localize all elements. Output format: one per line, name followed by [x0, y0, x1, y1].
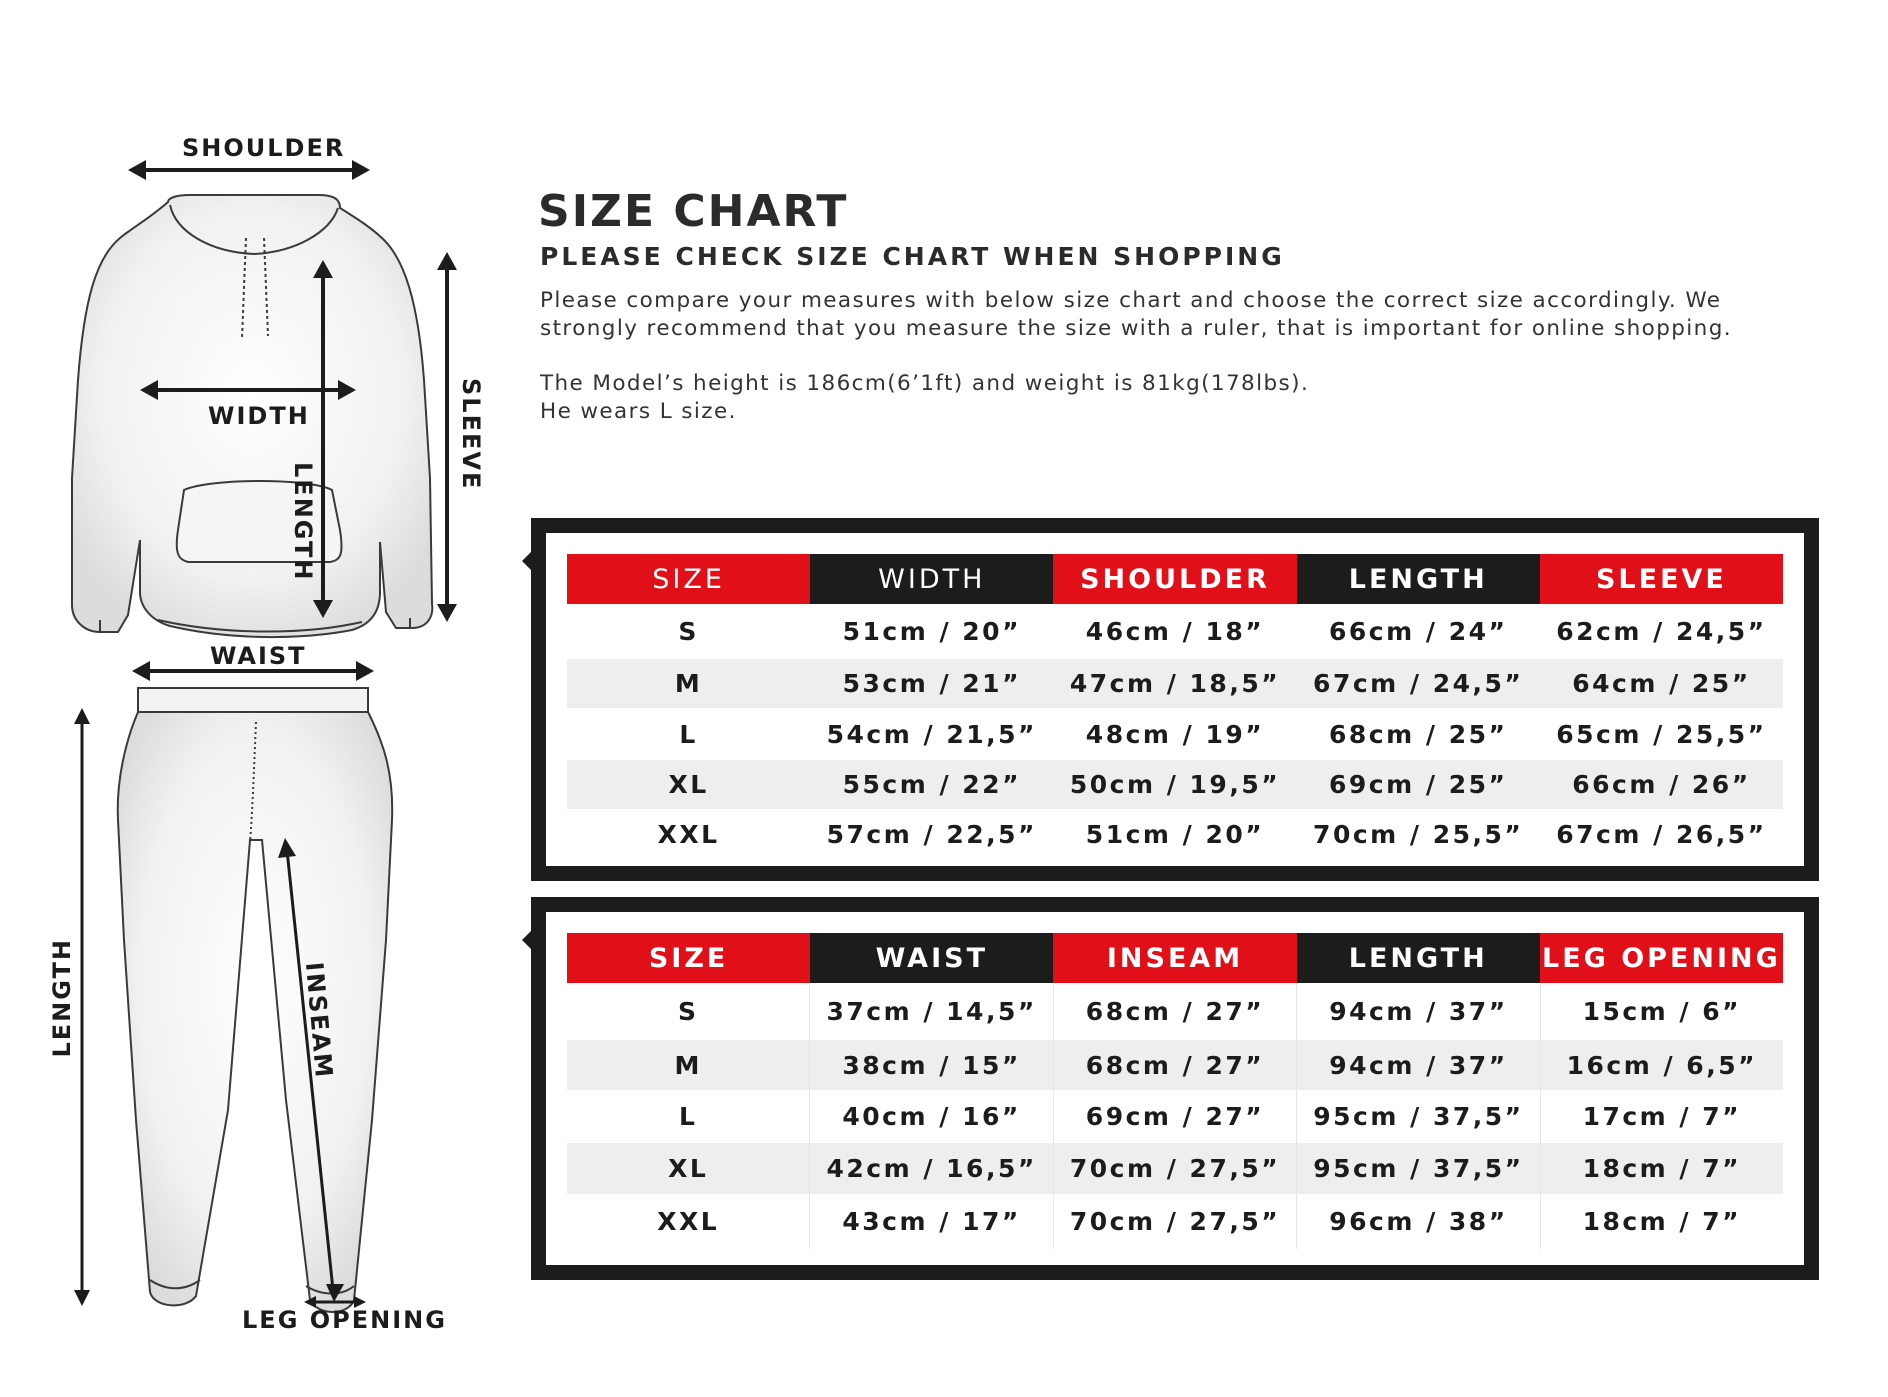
table-cell: 95cm / 37,5” [1297, 1090, 1540, 1143]
table-row [567, 1040, 1783, 1090]
description-line-2: strongly recommend that you measure the size with a ruler, that is important for online shopping. [540, 316, 1732, 341]
page-title: SIZE CHART [538, 186, 849, 237]
table-cell: 43cm / 17” [810, 1194, 1053, 1249]
table-cell: 68cm / 27” [1054, 1040, 1297, 1090]
table-cell: L [679, 719, 698, 749]
table-cell: 96cm / 38” [1297, 1194, 1540, 1249]
table-cell: 40cm / 16” [810, 1090, 1053, 1143]
garment-illustration [0, 0, 480, 1397]
table-cell: 16cm / 6,5” [1566, 1050, 1758, 1080]
table-cell: 68cm / 25” [1329, 719, 1508, 749]
table-cell: 62cm / 24,5” [1556, 617, 1767, 646]
model-info-line-1: The Model’s height is 186cm(6’1ft) and weight is 81kg(178lbs). [540, 371, 1310, 396]
table-cell: 94cm / 37” [1297, 983, 1540, 1040]
table-cell: 70cm / 25,5” [1313, 819, 1524, 849]
table-row [567, 659, 1783, 708]
table-cell: 48cm / 19” [1085, 719, 1265, 749]
table-cell: S [678, 617, 699, 646]
table-cell: 37cm / 14,5” [810, 983, 1053, 1040]
description-line-1: Please compare your measures with below size chart and choose the correct size accordingly. We [540, 288, 1722, 313]
table-cell: 18cm / 7” [1582, 1207, 1742, 1236]
table-row [567, 1194, 1783, 1249]
top-size-table [567, 554, 1783, 859]
table-cell: 57cm / 22,5” [826, 819, 1037, 849]
top-header-sleeve: SLEEVE [1540, 554, 1783, 604]
bottom-header-length: LENGTH [1297, 933, 1540, 983]
table-row [567, 983, 1783, 1040]
top-table-header [567, 554, 1783, 604]
table-cell: 46cm / 18” [1085, 617, 1265, 646]
table-cell: M [674, 669, 703, 698]
bottom-header-size: SIZE [567, 933, 810, 983]
table-cell: 51cm / 20” [1085, 819, 1265, 849]
table-cell: XL [567, 1143, 810, 1194]
table-cell: 18cm / 7” [1582, 1154, 1742, 1183]
table-row [567, 604, 1783, 659]
leg-opening-label: LEG OPENING [242, 1306, 447, 1334]
table-cell: 69cm / 25” [1329, 770, 1508, 799]
pants-length-label: LENGTH [48, 938, 76, 1058]
table-row [567, 708, 1783, 760]
table-cell: 70cm / 27,5” [1054, 1143, 1297, 1194]
table-row [567, 1143, 1783, 1194]
table-cell: 47cm / 18,5” [1069, 669, 1281, 698]
sleeve-label: SLEEVE [457, 378, 485, 491]
table-cell: 64cm / 25” [1572, 669, 1751, 698]
bottom-header-inseam: INSEAM [1053, 933, 1296, 983]
table-cell: XXL [657, 819, 720, 849]
inseam-label: INSEAM [299, 961, 339, 1081]
table-cell: 65cm / 25,5” [1556, 719, 1767, 749]
table-cell: 70cm / 27,5” [1054, 1194, 1297, 1249]
table-cell: 67cm / 26,5” [1556, 819, 1767, 849]
pants-icon [118, 688, 392, 1312]
table-cell: XL [668, 770, 709, 799]
table-cell: 51cm / 20” [842, 617, 1022, 646]
model-info-line-2: He wears L size. [540, 399, 737, 424]
table-cell: 69cm / 27” [1054, 1090, 1297, 1143]
table-cell: 38cm / 15” [810, 1040, 1053, 1090]
waist-label: WAIST [210, 642, 307, 670]
table-cell: 54cm / 21,5” [826, 719, 1037, 749]
table-cell: 94cm / 37” [1297, 1040, 1540, 1090]
table-row [567, 1090, 1783, 1143]
shoulder-label: SHOULDER [182, 134, 346, 162]
table-cell: 55cm / 22” [842, 770, 1022, 799]
bottom-size-table-frame [531, 897, 1819, 1280]
table-cell: 66cm / 26” [1572, 770, 1751, 799]
table-cell: 42cm / 16,5” [810, 1143, 1053, 1194]
bottom-header-waist: WAIST [810, 933, 1053, 983]
top-length-label: LENGTH [289, 462, 317, 582]
table-cell: L [567, 1090, 810, 1143]
width-label: WIDTH [208, 402, 310, 430]
table-cell: 50cm / 19,5” [1069, 770, 1281, 799]
top-header-shoulder: SHOULDER [1053, 554, 1296, 604]
table-cell: 15cm / 6” [1582, 997, 1742, 1026]
table-cell: 53cm / 21” [842, 669, 1022, 698]
top-header-width: WIDTH [810, 554, 1053, 604]
table-row [567, 809, 1783, 859]
table-cell: S [567, 983, 810, 1040]
table-cell: 67cm / 24,5” [1313, 669, 1524, 698]
table-cell: XXL [567, 1194, 810, 1249]
top-header-length: LENGTH [1297, 554, 1540, 604]
table-row [567, 760, 1783, 809]
table-cell: 95cm / 37,5” [1297, 1143, 1540, 1194]
page-subtitle: PLEASE CHECK SIZE CHART WHEN SHOPPING [540, 242, 1285, 271]
table-cell: 17cm / 7” [1582, 1102, 1742, 1131]
table-cell: 68cm / 27” [1054, 983, 1297, 1040]
bottom-size-table [567, 933, 1783, 1249]
table-cell: 66cm / 24” [1329, 617, 1508, 646]
bottom-header-leg-opening: LEG OPENING [1540, 933, 1783, 983]
table-cell: M [567, 1040, 810, 1090]
top-size-table-frame [531, 518, 1819, 881]
top-header-size: SIZE [567, 554, 810, 604]
bottom-table-header [567, 933, 1783, 983]
